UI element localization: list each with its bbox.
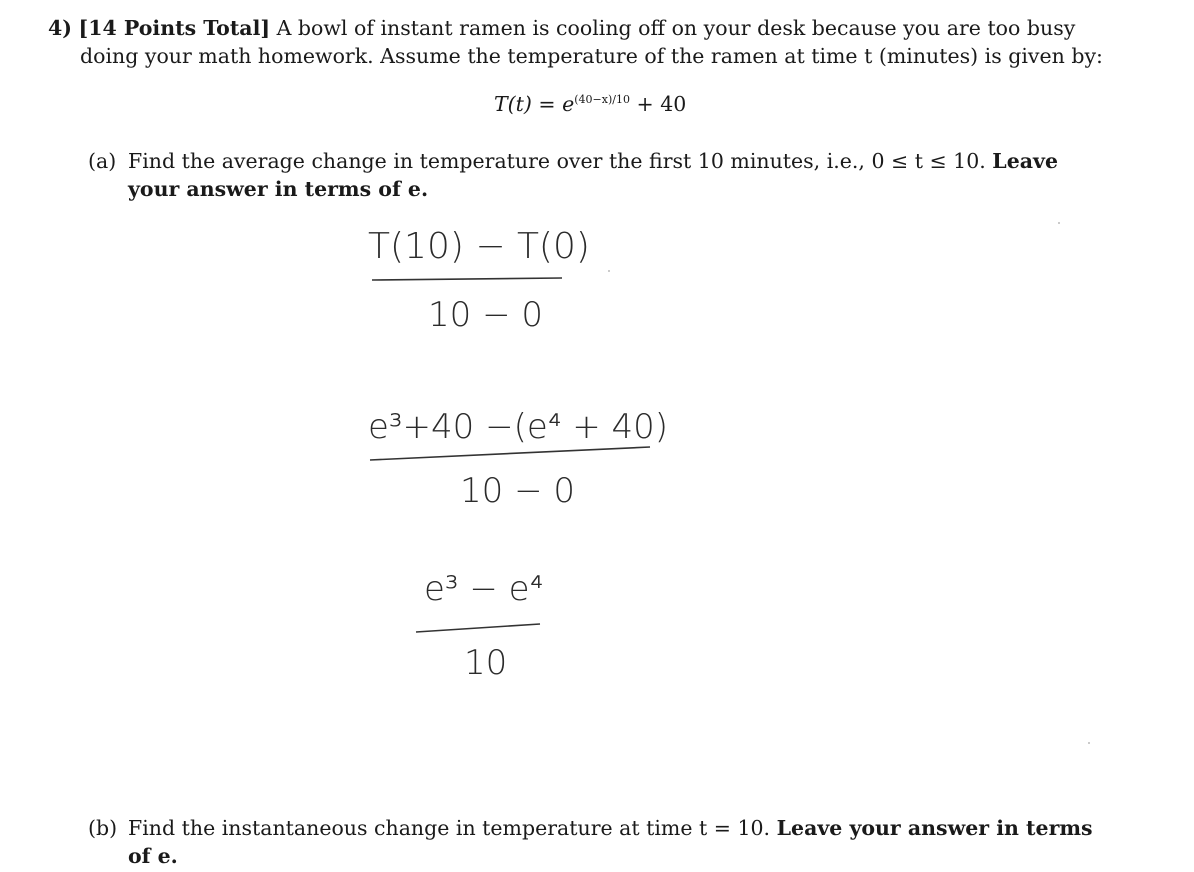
part-b-text: Find the instantaneous change in temperature at time t = 10. [128,816,771,840]
step2-numerator: e³+40 −(e⁴ + 40) [368,407,669,447]
part-b [88,814,1102,870]
scan-speck [608,270,610,272]
problem-number: 4) [48,16,72,40]
part-a-emphasis: Leave your answer in terms of e. [128,149,1058,201]
scan-speck [1058,222,1060,224]
step1-denominator: 10 − 0 [428,295,543,335]
step2-fraction-bar [370,447,650,460]
step1-fraction-bar [372,278,562,280]
step3-numerator: e³ − e⁴ [424,569,544,609]
formula-lhs: T(t) = e [494,92,575,116]
formula-tail: + 40 [636,92,687,116]
part-b-emphasis: Leave your answer in terms of e. [128,816,1093,868]
step3-fraction-bar [416,624,540,632]
step2-denominator: 10 − 0 [460,471,575,511]
step3-denominator: 10 [464,643,508,683]
part-a-text: Find the average change in temperature over the first 10 minutes, i.e., 0 ≤ t ≤ 10. [128,149,986,173]
part-a-label: (a) [88,149,117,173]
scan-speck [1088,742,1090,744]
formula-exponent: (40−x)/10 [574,93,630,107]
step1-numerator: T(10) − T(0) [368,226,590,267]
problem-points: [14 Points Total] [78,16,271,40]
part-b-label: (b) [88,816,118,840]
problem-text: A bowl of instant ramen is cooling off on your desk because you are too busy doing your math homework. Assume the temperature of the ramen at time t (minutes) is given by: [80,16,1103,68]
